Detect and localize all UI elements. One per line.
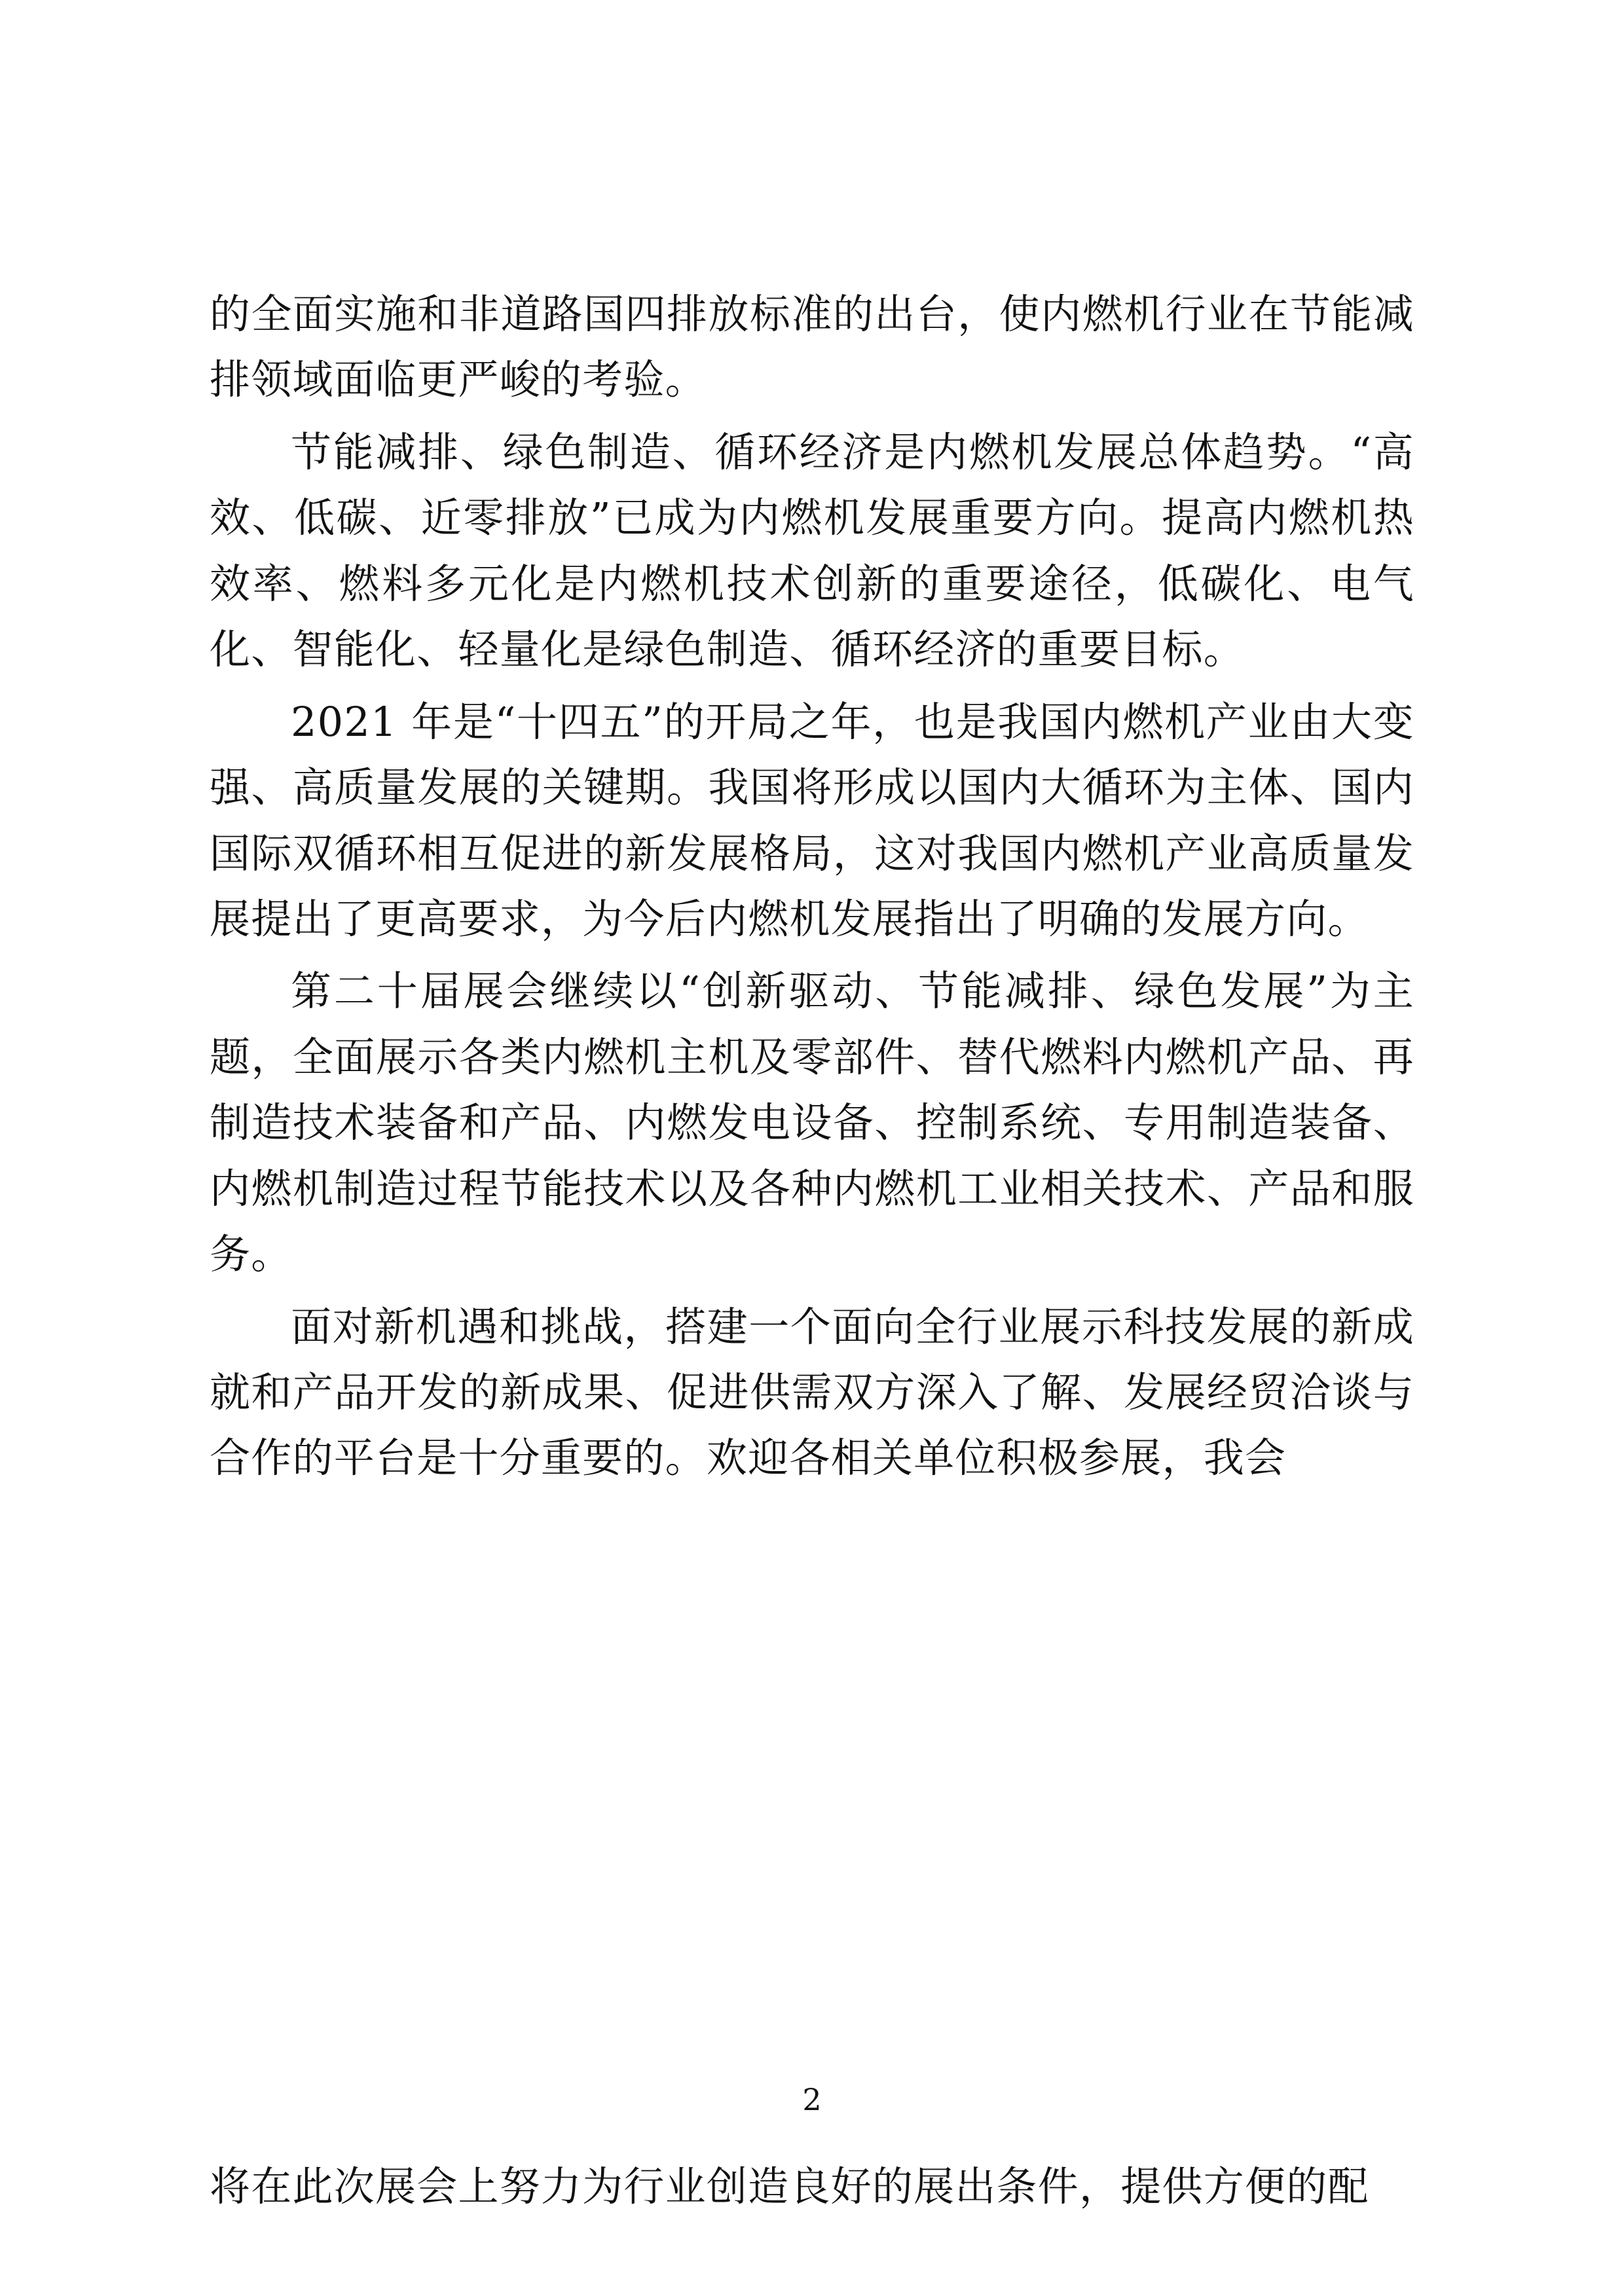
paragraph-5: 面对新机遇和挑战，搭建一个面向全行业展示科技发展的新成就和产品开发的新成果、促进供需双方深入了解、发展经贸洽谈与合作的平台是十分重要的。欢迎各相关单位积极参展，我会 [210,1302,1414,1482]
paragraph-3: 2021 年是“十四五”的开局之年，也是我国内燃机产业由大变强、高质量发展的关键期。我国将形成以国内大循环为主体、国内国际双循环相互促进的新发展格局，这对我国内燃机产业高质量发展提出了更高要求，为今后内燃机发展指出了明确的发展方向。 [210,697,1414,943]
page-number: 2 [802,2082,822,2117]
paragraph-5-continuation: 将在此次展会上努力为行业创造良好的展出条件，提供方便的配 [210,2162,1369,2210]
page-body [210,282,1414,1498]
paragraph-1: 的全面实施和非道路国四排放标准的出台，使内燃机行业在节能减排领域面临更严峻的考验。 [210,290,1414,404]
paragraph-4: 第二十届展会继续以“创新驱动、节能减排、绿色发展”为主题，全面展示各类内燃机主机及零部件、替代燃料内燃机产品、再制造技术装备和产品、内燃发电设备、控制系统、专用制造装备、内燃机制造过程节能技术以及各种内燃机工业相关技术、产品和服务。 [210,967,1414,1279]
paragraph-2: 节能减排、绿色制造、循环经济是内燃机发展总体趋势。“高效、低碳、近零排放”已成为内燃机发展重要方向。提高内燃机热效率、燃料多元化是内燃机技术创新的重要途径，低碳化、电气化、智能化、轻量化是绿色制造、循环经济的重要目标。 [210,428,1414,674]
